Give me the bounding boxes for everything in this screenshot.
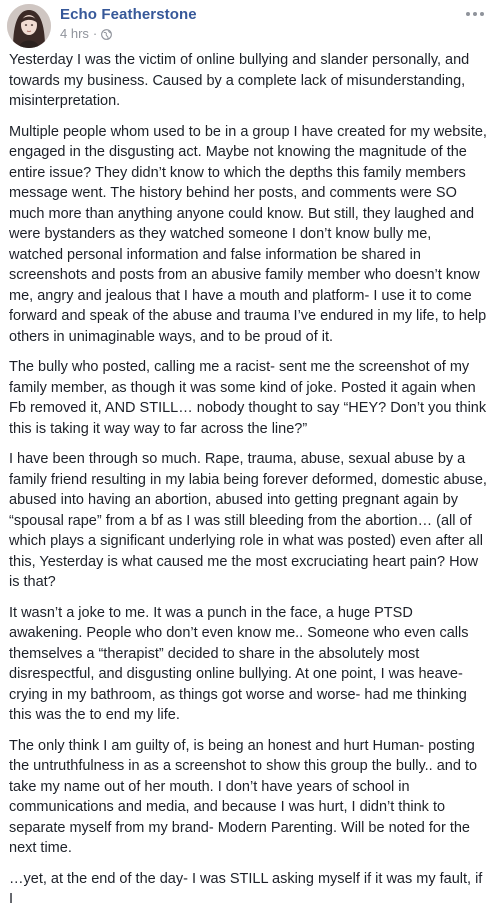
post-paragraph: The bully who posted, calling me a racist- sent me the screenshot of my family member, as though it was some kind of joke. Posted it again when Fb removed it, AND STILL… nobody thought to say “HEY? Don’t you think this is taking it way way to far across the line?” — [9, 359, 487, 437]
post-header — [0, 0, 496, 50]
more-options-icon[interactable] — [462, 4, 488, 24]
post-timestamp[interactable]: 4 hrs — [60, 26, 89, 41]
post-paragraph: The only think I am guilty of, is being an honest and hurt Human- posting the untruthfulness in as a screenshot to show this group the bully.. and to take my name out of her mouth. I don’t have years of school in communications and media, and because I was hurt, I didn’t think to separate myself from my brand- Modern Parenting. Will be noted for the next time. — [9, 737, 478, 856]
author-name[interactable]: Echo Featherstone — [60, 6, 197, 23]
author-avatar[interactable] — [7, 4, 51, 48]
post-paragraph: It wasn’t a joke to me. It was a punch in the face, a huge PTSD awakening. People who don’t even know me.. Someone who even calls themselves a “therapist” decided to share in the absolutely most disrespectful, and disgusting online bullying. At one point, I was heave-crying in my bathroom, as things got worse and worse- had me thinking this was the to end my life. — [9, 604, 469, 723]
meta-separator: · — [92, 26, 98, 41]
post-meta — [60, 26, 112, 41]
post-paragraph: …yet, at the end of the day- I was STILL asking myself if it was my fault, if I — [9, 870, 483, 907]
post-paragraph: I have been through so much. Rape, trauma, abuse, sexual abuse by a family friend resulting in my labia being forever deformed, domestic abuse, abused into having an abortion, abused into getting pregnant again by “spousal rape” from a bf as I was still bleeding from the abortion… (all of which plays a significant underlying role in what was posted) even after all this, Yesterday is what caused me the most excruciating heart pain? How is that? — [9, 451, 487, 590]
post-body — [0, 50, 496, 910]
globe-icon[interactable] — [101, 28, 112, 39]
avatar-portrait-icon — [7, 4, 51, 48]
post-paragraph: Yesterday I was the victim of online bullying and slander personally, and towards my business. Caused by a complete lack of misunderstanding, misinterpretation. — [9, 52, 470, 109]
post-paragraph: Multiple people whom used to be in a group I have created for my website, engaged in the disgusting act. Maybe not knowing the magnitude of the entire issue? They didn’t know to which the depths this family members message went. The history behind her posts, and comments were SO much more than anything anyone could know. But still, they laughed and were bystanders as they watched someone I don’t know bully me, watched personal information and false information be shared in screenshots and posts from an abusive family member who doesn’t know me, angry and jealous that I have a mouth and platform- I use it to come forward and speak of the abuse and trauma I’ve endured in my life, to help others in unimaginable ways, and to be proud of it. — [9, 123, 487, 345]
